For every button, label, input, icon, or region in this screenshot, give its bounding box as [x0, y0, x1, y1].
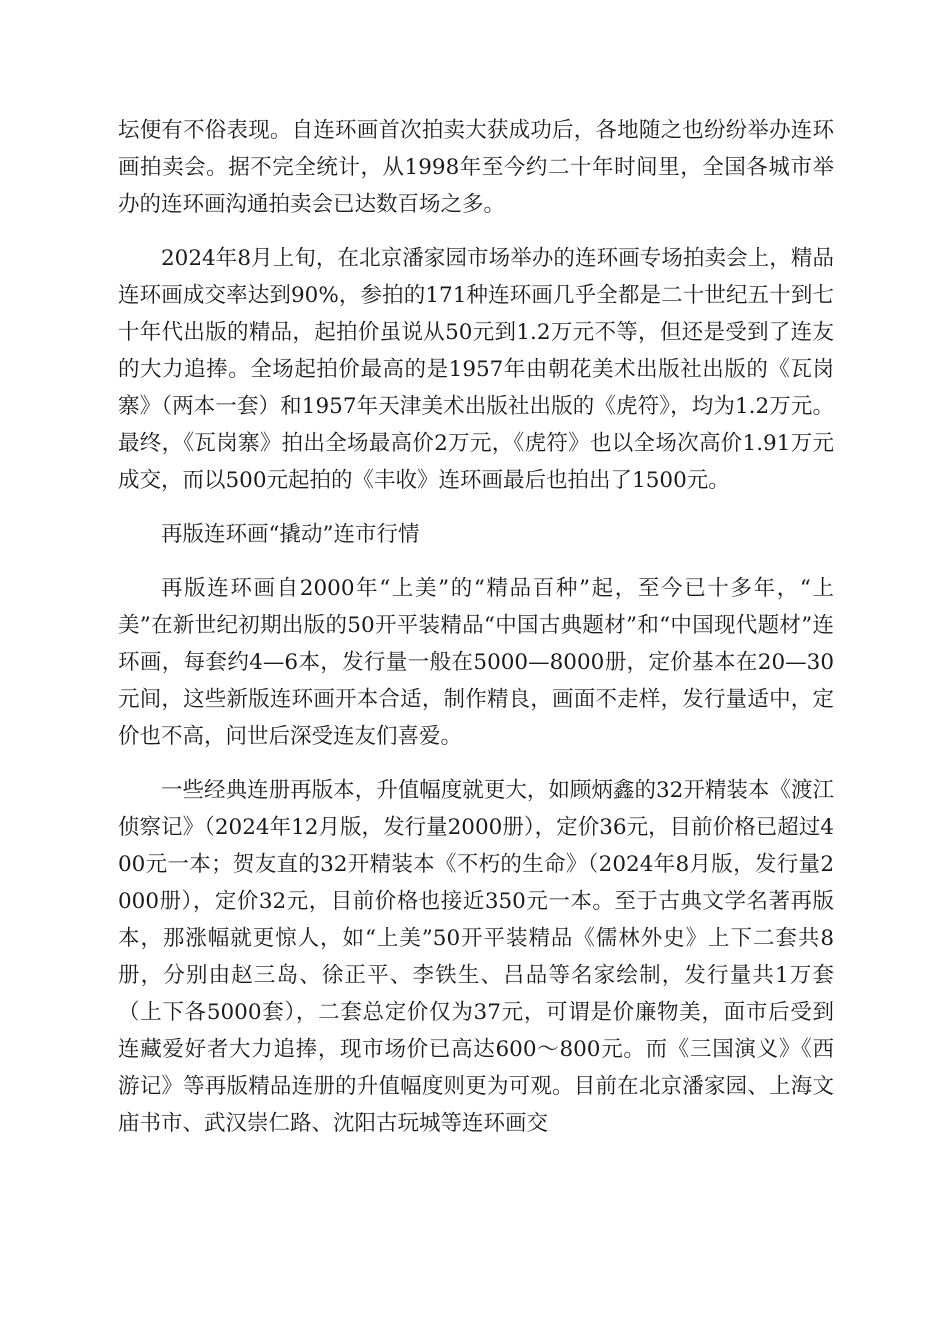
paragraph-auction-history: 坛便有不俗表现。自连环画首次拍卖大获成功后，各地随之也纷纷举办连环画拍卖会。据不完全统计，从1998年至今约二十年时间里，全国各城市举办的连环画沟通拍卖会已达数百场之多。 [118, 118, 834, 217]
paragraph-reprint-overview: 再版连环画自2000年“上美”的“精品百种”起，至今已十多年，“上美”在新世纪初期出版的50开平装精品“中国古典题材”和“中国现代题材”连环画，每套约4—6本，发行量一般在5000—8000册，定价基本在20—30元间，这些新版连环画开本合适，制作精良，画面不走样，发行量适中，定价也不高，问世后深受连友们喜爱。 [118, 576, 834, 749]
paragraph-reprint-appreciation: 一些经典连册再版本，升值幅度就更大，如顾炳鑫的32开精装本《渡江侦察记》（2024年12月版，发行量2000册），定价36元，目前价格已超过400元一本；贺友直的32开精装本《不朽的生命》（2024年8月版，发行量2000册），定价32元，目前价格也接近350元一本。至于古典文学名著再版本，那涨幅就更惊人，如“上美”50开平装精品《儒林外史》上下二套共8册，分别由赵三岛、徐正平、李铁生、吕品等名家绘制，发行量共1万套（上下各5000套），二套总定价仅为37元，可谓是价廉物美，面市后受到连藏爱好者大力追捧，现市场价已高达600～800元。而《三国演义》《西游记》等再版精品连册的升值幅度则更为可观。目前在北京潘家园、上海文庙书市、武汉崇仁路、沈阳古玩城等连环画交 [118, 778, 834, 1136]
paragraph-panjiayuan-auction: 2024年8月上旬，在北京潘家园市场举办的连环画专场拍卖会上，精品连环画成交率达到90%，参拍的171种连环画几乎全都是二十世纪五十到七十年代出版的精品，起拍价虽说从50元到1.2万元不等，但还是受到了连友的大力追捧。全场起拍价最高的是1957年由朝花美术出版社出版的《瓦岗寨》（两本一套）和1957年天津美术出版社出版的《虎符》，均为1.2万元。最终，《瓦岗寨》拍出全场最高价2万元，《虎符》也以全场次高价1.91万元成交，而以500元起拍的《丰收》连环画最后也拍出了1500元。 [118, 246, 834, 493]
article-body [118, 112, 834, 1159]
section-heading: 再版连环画“撬动”连市行情 [161, 522, 420, 547]
